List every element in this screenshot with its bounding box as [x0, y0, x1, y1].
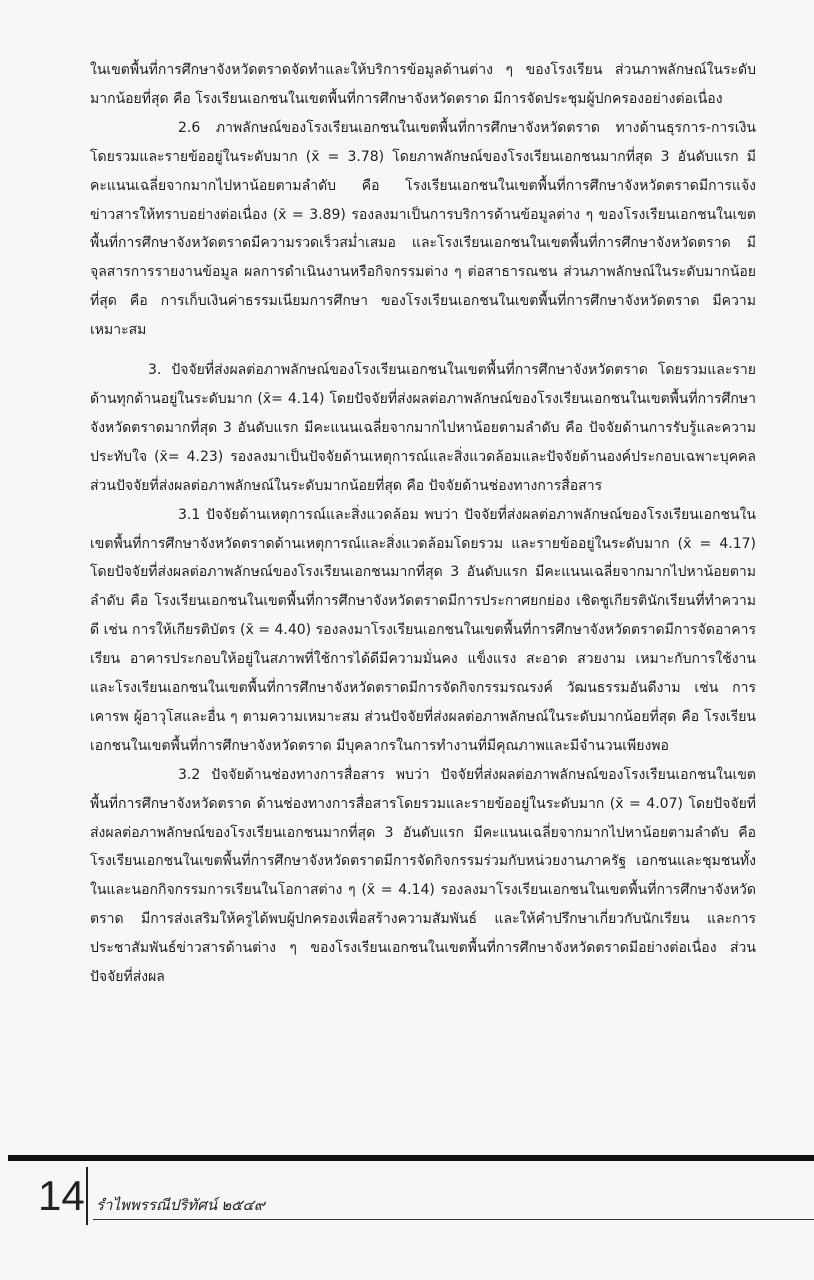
footer-thin-rule [93, 1219, 814, 1220]
journal-title: รำไพพรรณีปริทัศน์ ๒๕๔๙ [96, 1197, 265, 1214]
paragraph-2-6: 2.6 ภาพลักษณ์ของโรงเรียนเอกชนในเขตพื้นที่การศึกษาจังหวัดตราด ทางด้านธุรการ-การเงินโดยรวมและรายข้ออยู่ในระดับมาก (x̄ = 3.78) โดยภาพลักษณ์ของโรงเรียนเอกชนมากที่สุด 3 อันดับแรก มีคะแนนเฉลี่ยจากมากไปหาน้อยตามลำดับ คือ โรงเรียนเอกชนในเขตพื้นที่การศึกษาจังหวัดตราดมีการแจ้งข่าวสารให้ทราบอย่างต่อเนื่อง (x̄ = 3.89) รองลงมาเป็นการบริการด้านข้อมูลต่าง ๆ ของโรงเรียนเอกชนในเขตพื้นที่การศึกษาจังหวัดตราดมีความรวดเร็วสม่ำเสมอ และโรงเรียนเอกชนในเขตพื้นที่การศึกษาจังหวัดตราด มีจุลสารการรายงานข้อมูล ผลการดำเนินงานหรือกิจกรรมต่าง ๆ ต่อสาธารณชน ส่วนภาพลักษณ์ในระดับมากน้อยที่สุด คือ การเก็บเงินค่าธรรมเนียมการศึกษา ของโรงเรียนเอกชนในเขตพื้นที่การศึกษาจังหวัดตราด มีความเหมาะสม [90, 119, 756, 339]
footer-vertical-divider [86, 1167, 88, 1225]
paragraph-3-1: 3.1 ปัจจัยด้านเหตุการณ์และสิ่งแวดล้อม พบว่า ปัจจัยที่ส่งผลต่อภาพลักษณ์ของโรงเรียนเอกชนในเขตพื้นที่การศึกษาจังหวัดตราดด้านเหตุการณ์และสิ่งแวดล้อมโดยรวม และรายข้ออยู่ในระดับมาก (x̄ = 4.17) โดยปัจจัยที่ส่งผลต่อภาพลักษณ์ของโรงเรียนเอกชนมากที่สุด 3 อันดับแรก มีคะแนนเฉลี่ยจากมากไปหาน้อยตามลำดับ คือ โรงเรียนเอกชนในเขตพื้นที่การศึกษาจังหวัดตราดมีการประกาศยกย่อง เชิดชูเกียรตินักเรียนที่ทำความดี เช่น การให้เกียรติบัตร (x̄ = 4.40) รองลงมาโรงเรียนเอกชนในเขตพื้นที่การศึกษาจังหวัดตราดมีการจัดอาคารเรียน อาคารประกอบให้อยู่ในสภาพที่ใช้การได้ดีมีความมั่นคง แข็งแรง สะอาด สวยงาม เหมาะกับการใช้งาน และโรงเรียนเอกชนในเขตพื้นที่การศึกษาจังหวัดตราดมีการจัดกิจกรรมรณรงค์ วัฒนธรรมอันดีงาม เช่น การเคารพ ผู้อาวุโสและอื่น ๆ ตามความเหมาะสม ส่วนปัจจัยที่ส่งผลต่อภาพลักษณ์ในระดับมากน้อยที่สุด คือ โรงเรียนเอกชนในเขตพื้นที่การศึกษาจังหวัดตราด มีบุคลากรในการทำงานที่มีคุณภาพและมีจำนวนเพียงพอ [90, 506, 756, 754]
body-text [90, 56, 756, 992]
paragraph-3-2: 3.2 ปัจจัยด้านช่องทางการสื่อสาร พบว่า ปัจจัยที่ส่งผลต่อภาพลักษณ์ของโรงเรียนเอกชนในเขตพื้นที่การศึกษาจังหวัดตราด ด้านช่องทางการสื่อสารโดยรวมและรายข้ออยู่ในระดับมาก (x̄ = 4.07) โดยปัจจัยที่ส่งผลต่อภาพลักษณ์ของโรงเรียนเอกชนมากที่สุด 3 อันดับแรก มีคะแนนเฉลี่ยจากมากไปหาน้อยตามลำดับ คือ โรงเรียนเอกชนในเขตพื้นที่การศึกษาจังหวัดตราดมีการจัดกิจกรรมร่วมกับหน่วยงานภาครัฐ เอกชนและชุมชนทั้งในและนอกกิจกรรมการเรียนในโอกาสต่าง ๆ (x̄ = 4.14) รองลงมาโรงเรียนเอกชนในเขตพื้นที่การศึกษาจังหวัดตราด มีการส่งเสริมให้ครูได้พบผู้ปกครองเพื่อสร้างความสัมพันธ์ และให้คำปรึกษาเกี่ยวกับนักเรียน และการประชาสัมพันธ์ข่าวสารด้านต่าง ๆ ของโรงเรียนเอกชนในเขตพื้นที่การศึกษาจังหวัดตราดมีอย่างต่อเนื่อง ส่วนปัจจัยที่ส่งผล [90, 766, 756, 986]
paragraph-3: 3. ปัจจัยที่ส่งผลต่อภาพลักษณ์ของโรงเรียนเอกชนในเขตพื้นที่การศึกษาจังหวัดตราด โดยรวมและรายด้านทุกด้านอยู่ในระดับมาก (x̄= 4.14) โดยปัจจัยที่ส่งผลต่อภาพลักษณ์ของโรงเรียนเอกชนในเขตพื้นที่การศึกษาจังหวัดตราดมากที่สุด 3 อันดับแรก มีคะแนนเฉลี่ยจากมากไปหาน้อยตามลำดับ คือ ปัจจัยด้านการรับรู้และความประทับใจ (x̄= 4.23) รองลงมาเป็นปัจจัยด้านเหตุการณ์และสิ่งแวดล้อมและปัจจัยด้านองค์ประกอบเฉพาะบุคคล ส่วนปัจจัยที่ส่งผลต่อภาพลักษณ์ในระดับมากน้อยที่สุด คือ ปัจจัยด้านช่องทางการสื่อสาร [90, 362, 756, 494]
page-number: 14 [38, 1172, 85, 1219]
footer-thick-rule [8, 1155, 814, 1161]
paragraph-continuation: ในเขตพื้นที่การศึกษาจังหวัดตราดจัดทำและให้บริการข้อมูลด้านต่าง ๆ ของโรงเรียน ส่วนภาพลักษณ์ในระดับมากน้อยที่สุด คือ โรงเรียนเอกชนในเขตพื้นที่การศึกษาจังหวัดตราด มีการจัดประชุมผู้ปกครองอย่างต่อเนื่อง [90, 62, 756, 107]
